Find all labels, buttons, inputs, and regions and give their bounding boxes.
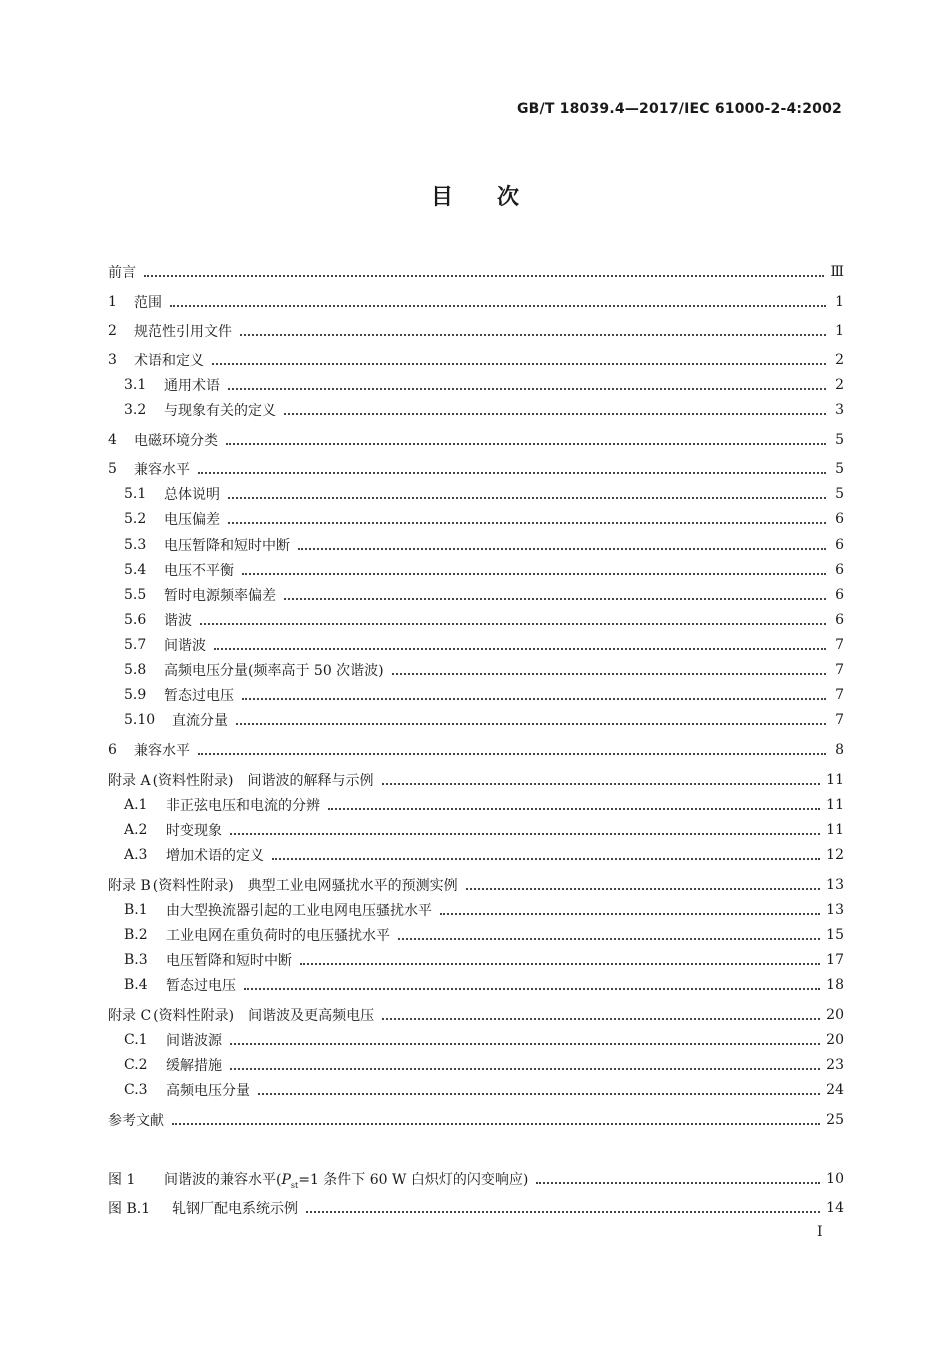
toc-entry-5-6[interactable]: 5.6 谐波 6 <box>108 609 844 631</box>
toc-entry-6[interactable]: 6 兼容水平 8 <box>108 739 844 761</box>
toc-entry-5-8[interactable]: 5.8 高频电压分量(频率高于 50 次谐波) 7 <box>108 659 844 681</box>
toc-entry-3[interactable]: 3 术语和定义 2 <box>108 349 844 371</box>
toc-entry-5-9[interactable]: 5.9 暂态过电压 7 <box>108 684 844 706</box>
toc-entry-b-2[interactable]: B.2 工业电网在重负荷时的电压骚扰水平 15 <box>108 924 844 946</box>
toc-entry-5[interactable]: 5 兼容水平 5 <box>108 458 844 480</box>
toc-entry-c-2[interactable]: C.2 缓解措施 23 <box>108 1054 844 1076</box>
toc-entry-5-7[interactable]: 5.7 间谐波 7 <box>108 634 844 656</box>
toc-entry-a-1[interactable]: A.1 非正弦电压和电流的分辨 11 <box>108 794 844 816</box>
toc-entry-c-3[interactable]: C.3 高频电压分量 24 <box>108 1079 844 1101</box>
toc-entry-c-1[interactable]: C.1 间谐波源 20 <box>108 1029 844 1051</box>
toc-entry-b-3[interactable]: B.3 电压暂降和短时中断 17 <box>108 949 844 971</box>
toc-entry-3-1[interactable]: 3.1 通用术语 2 <box>108 374 844 396</box>
toc-entry-annex-b[interactable]: 附录 B (资料性附录) 典型工业电网骚扰水平的预测实例 13 <box>108 874 844 896</box>
toc-entry-1[interactable]: 1 范围 1 <box>108 291 844 313</box>
toc-entry-4[interactable]: 4 电磁环境分类 5 <box>108 429 844 451</box>
toc-entry-3-2[interactable]: 3.2 与现象有关的定义 3 <box>108 399 844 421</box>
toc-entry-bibliography[interactable]: 参考文献 25 <box>108 1109 844 1131</box>
standard-code-header: GB/T 18039.4—2017/IEC 61000-2-4:2002 <box>516 101 842 117</box>
toc-entry-2[interactable]: 2 规范性引用文件 1 <box>108 320 844 342</box>
toc-entry-b-1[interactable]: B.1 由大型换流器引起的工业电网电压骚扰水平 13 <box>108 899 844 921</box>
toc-entry-annex-c[interactable]: 附录 C (资料性附录) 间谐波及更高频电压 20 <box>108 1004 844 1026</box>
toc-entry-5-5[interactable]: 5.5 暂时电源频率偏差 6 <box>108 584 844 606</box>
toc-entry-a-3[interactable]: A.3 增加术语的定义 12 <box>108 844 844 866</box>
page-title: 目 次 <box>430 185 519 210</box>
toc-entry-5-2[interactable]: 5.2 电压偏差 6 <box>108 508 844 530</box>
toc-entry-5-4[interactable]: 5.4 电压不平衡 6 <box>108 559 844 581</box>
toc-entry-a-2[interactable]: A.2 时变现象 11 <box>108 819 844 841</box>
figure-entry-b-1[interactable]: 图 B.1 轧钢厂配电系统示例 14 <box>108 1197 844 1219</box>
toc-entry-annex-a[interactable]: 附录 A (资料性附录) 间谐波的解释与示例 11 <box>108 769 844 791</box>
toc-entry-5-1[interactable]: 5.1 总体说明 5 <box>108 483 844 505</box>
toc-entry-5-3[interactable]: 5.3 电压暂降和短时中断 6 <box>108 534 844 556</box>
toc-entry-foreword[interactable]: 前言 Ⅲ <box>108 261 844 283</box>
toc-entry-5-10[interactable]: 5.10 直流分量 7 <box>108 709 844 731</box>
page-number: I <box>817 1224 823 1240</box>
toc-entry-b-4[interactable]: B.4 暂态过电压 18 <box>108 974 844 996</box>
figure-entry-1[interactable]: 图 1 间谐波的兼容水平($P_{st}=1$ 条件下 60 W 白炽灯的闪变响应) 10 <box>108 1168 844 1190</box>
